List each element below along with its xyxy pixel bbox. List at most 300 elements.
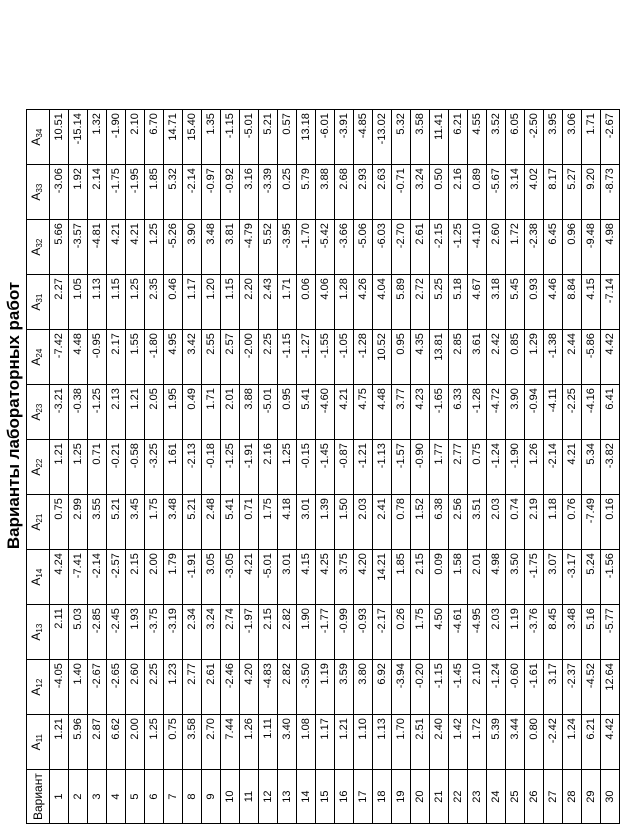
value-cell: 0.85	[506, 330, 525, 385]
value-cell: -5.67	[487, 165, 506, 220]
value-cell: -1.25	[221, 440, 240, 495]
value-cell: 2.05	[145, 385, 164, 440]
value-cell: 4.98	[601, 220, 620, 275]
table-row	[316, 110, 335, 824]
column-header: $A_{23}$	[27, 385, 50, 440]
value-cell: 4.48	[373, 385, 392, 440]
value-cell: -6.01	[316, 110, 335, 165]
value-cell: 2.93	[354, 165, 373, 220]
value-cell: -2.13	[183, 440, 202, 495]
value-cell: 1.50	[335, 495, 354, 550]
value-cell: 1.23	[164, 660, 183, 715]
value-cell: -3.21	[50, 385, 69, 440]
column-header: $A_{34}$	[27, 110, 50, 165]
value-cell: -1.90	[506, 440, 525, 495]
value-cell: 5.41	[297, 385, 316, 440]
value-cell: 0.09	[430, 550, 449, 605]
value-cell: 6.21	[449, 110, 468, 165]
value-cell: 1.25	[126, 275, 145, 330]
value-cell: 2.01	[468, 550, 487, 605]
value-cell: -1.45	[316, 440, 335, 495]
value-cell: 3.48	[164, 495, 183, 550]
value-cell: 4.21	[335, 385, 354, 440]
value-cell: 1.28	[335, 275, 354, 330]
value-cell: 13.81	[430, 330, 449, 385]
table-row	[145, 110, 164, 824]
value-cell: 5.21	[183, 495, 202, 550]
value-cell: 2.74	[221, 605, 240, 660]
value-cell: 2.03	[487, 495, 506, 550]
variant-number-cell: 21	[430, 770, 449, 824]
value-cell: 3.17	[544, 660, 563, 715]
value-cell: 2.57	[221, 330, 240, 385]
table-row	[126, 110, 145, 824]
value-cell: 2.72	[411, 275, 430, 330]
value-cell: 2.03	[354, 495, 373, 550]
value-cell: 0.95	[392, 330, 411, 385]
value-cell: 3.24	[202, 605, 221, 660]
value-cell: -3.05	[221, 550, 240, 605]
value-cell: 5.34	[582, 440, 601, 495]
value-cell: 2.99	[69, 495, 88, 550]
value-cell: 2.60	[126, 660, 145, 715]
variant-number-cell: 29	[582, 770, 601, 824]
value-cell: 3.95	[544, 110, 563, 165]
value-cell: -4.83	[259, 660, 278, 715]
value-cell: 3.14	[506, 165, 525, 220]
value-cell: -13.02	[373, 110, 392, 165]
value-cell: 2.03	[487, 605, 506, 660]
column-header: $A_{13}$	[27, 605, 50, 660]
value-cell: 1.71	[582, 110, 601, 165]
variant-number-cell: 30	[601, 770, 620, 824]
value-cell: -0.90	[411, 440, 430, 495]
value-cell: 1.75	[259, 495, 278, 550]
value-cell: 1.93	[126, 605, 145, 660]
value-cell: -0.71	[392, 165, 411, 220]
value-cell: 2.87	[88, 715, 107, 770]
value-cell: 3.16	[240, 165, 259, 220]
value-cell: -5.86	[582, 330, 601, 385]
value-cell: 3.80	[354, 660, 373, 715]
table-row	[183, 110, 202, 824]
variant-number-cell: 1	[50, 770, 69, 824]
value-cell: 0.95	[278, 385, 297, 440]
value-cell: -4.10	[468, 220, 487, 275]
value-cell: -1.90	[107, 110, 126, 165]
value-cell: 1.25	[278, 440, 297, 495]
variant-number-cell: 8	[183, 770, 202, 824]
variant-number-cell: 23	[468, 770, 487, 824]
value-cell: -4.60	[316, 385, 335, 440]
value-cell: 1.55	[126, 330, 145, 385]
variant-number-cell: 2	[69, 770, 88, 824]
value-cell: -1.15	[221, 110, 240, 165]
column-header: $A_{14}$	[27, 550, 50, 605]
value-cell: -3.82	[601, 440, 620, 495]
value-cell: -4.61	[449, 605, 468, 660]
value-cell: 4.42	[601, 715, 620, 770]
value-cell: 1.58	[449, 550, 468, 605]
value-cell: 4.46	[544, 275, 563, 330]
value-cell: -6.03	[373, 220, 392, 275]
table-row	[335, 110, 354, 824]
value-cell: 3.24	[411, 165, 430, 220]
value-cell: 4.21	[563, 440, 582, 495]
value-cell: 5.24	[582, 550, 601, 605]
value-cell: 1.39	[316, 495, 335, 550]
value-cell: 5.66	[50, 220, 69, 275]
value-cell: 5.79	[297, 165, 316, 220]
value-cell: 3.07	[544, 550, 563, 605]
value-cell: 1.32	[88, 110, 107, 165]
value-cell: 4.50	[430, 605, 449, 660]
value-cell: -1.27	[297, 330, 316, 385]
value-cell: -4.11	[544, 385, 563, 440]
value-cell: 1.71	[202, 385, 221, 440]
value-cell: -3.17	[563, 550, 582, 605]
value-cell: -1.15	[430, 660, 449, 715]
value-cell: 3.58	[411, 110, 430, 165]
table-row	[88, 110, 107, 824]
variant-number-cell: 24	[487, 770, 506, 824]
value-cell: 0.76	[563, 495, 582, 550]
value-cell: 3.52	[487, 110, 506, 165]
value-cell: 1.79	[164, 550, 183, 605]
value-cell: -0.18	[202, 440, 221, 495]
value-cell: -1.38	[544, 330, 563, 385]
value-cell: 0.49	[183, 385, 202, 440]
value-cell: 1.10	[354, 715, 373, 770]
value-cell: 2.14	[88, 165, 107, 220]
value-cell: 0.75	[50, 495, 69, 550]
value-cell: -0.99	[335, 605, 354, 660]
value-cell: 0.71	[240, 495, 259, 550]
table-row	[202, 110, 221, 824]
value-cell: -2.45	[107, 605, 126, 660]
table-row	[297, 110, 316, 824]
value-cell: -4.85	[354, 110, 373, 165]
value-cell: 7.44	[221, 715, 240, 770]
value-cell: 0.93	[525, 275, 544, 330]
table-row	[449, 110, 468, 824]
value-cell: 1.75	[411, 605, 430, 660]
value-cell: 6.05	[506, 110, 525, 165]
value-cell: -1.56	[601, 550, 620, 605]
value-cell: 2.82	[278, 660, 297, 715]
table-row	[430, 110, 449, 824]
value-cell: 1.42	[449, 715, 468, 770]
value-cell: 0.46	[164, 275, 183, 330]
value-cell: 1.08	[297, 715, 316, 770]
variant-number-cell: 19	[392, 770, 411, 824]
column-header: $A_{12}$	[27, 660, 50, 715]
value-cell: -3.91	[335, 110, 354, 165]
value-cell: 3.75	[335, 550, 354, 605]
value-cell: 1.72	[506, 220, 525, 275]
value-cell: 1.92	[69, 165, 88, 220]
value-cell: -1.45	[449, 660, 468, 715]
table-row	[221, 110, 240, 824]
value-cell: 6.92	[373, 660, 392, 715]
value-cell: 3.05	[202, 550, 221, 605]
value-cell: 14.71	[164, 110, 183, 165]
value-cell: 3.88	[316, 165, 335, 220]
value-cell: -1.25	[449, 220, 468, 275]
value-cell: 4.42	[601, 330, 620, 385]
value-cell: -2.70	[392, 220, 411, 275]
table-row	[107, 110, 126, 824]
value-cell: 4.35	[411, 330, 430, 385]
value-cell: 1.21	[126, 385, 145, 440]
value-cell: -0.60	[506, 660, 525, 715]
value-cell: 0.96	[563, 220, 582, 275]
value-cell: -1.24	[487, 440, 506, 495]
value-cell: 2.42	[487, 330, 506, 385]
value-cell: -1.28	[354, 330, 373, 385]
value-cell: 8.45	[544, 605, 563, 660]
variant-number-cell: 28	[563, 770, 582, 824]
value-cell: 9.20	[582, 165, 601, 220]
value-cell: -4.05	[50, 660, 69, 715]
value-cell: 2.11	[50, 605, 69, 660]
column-header: $A_{32}$	[27, 220, 50, 275]
value-cell: -2.14	[183, 165, 202, 220]
value-cell: 8.84	[563, 275, 582, 330]
table-row	[468, 110, 487, 824]
value-cell: 3.88	[240, 385, 259, 440]
value-cell: 2.35	[145, 275, 164, 330]
value-cell: 1.15	[221, 275, 240, 330]
value-cell: -4.52	[582, 660, 601, 715]
value-cell: 3.77	[392, 385, 411, 440]
value-cell: -0.92	[221, 165, 240, 220]
value-cell: 0.06	[297, 275, 316, 330]
value-cell: 4.26	[354, 275, 373, 330]
value-cell: 3.45	[126, 495, 145, 550]
value-cell: 2.25	[145, 660, 164, 715]
value-cell: 0.26	[392, 605, 411, 660]
value-cell: 1.25	[69, 440, 88, 495]
value-cell: 2.25	[259, 330, 278, 385]
value-cell: -2.67	[88, 660, 107, 715]
value-cell: 2.48	[202, 495, 221, 550]
value-cell: 3.06	[563, 110, 582, 165]
value-cell: 1.85	[392, 550, 411, 605]
value-cell: -5.01	[259, 550, 278, 605]
value-cell: 2.13	[107, 385, 126, 440]
value-cell: 4.21	[240, 550, 259, 605]
value-cell: 2.70	[202, 715, 221, 770]
value-cell: 12.64	[601, 660, 620, 715]
value-cell: -3.95	[278, 220, 297, 275]
value-cell: -5.77	[601, 605, 620, 660]
value-cell: -3.25	[145, 440, 164, 495]
value-cell: -0.87	[335, 440, 354, 495]
value-cell: 2.77	[183, 660, 202, 715]
value-cell: 4.02	[525, 165, 544, 220]
value-cell: 1.77	[430, 440, 449, 495]
value-cell: -2.25	[563, 385, 582, 440]
value-cell: 4.21	[126, 220, 145, 275]
value-cell: -0.97	[202, 165, 221, 220]
variant-number-cell: 5	[126, 770, 145, 824]
variant-number-cell: 16	[335, 770, 354, 824]
value-cell: -2.00	[240, 330, 259, 385]
value-cell: -2.14	[544, 440, 563, 495]
value-cell: -4.79	[240, 220, 259, 275]
value-cell: -7.42	[50, 330, 69, 385]
value-cell: -9.48	[582, 220, 601, 275]
value-cell: -1.24	[487, 660, 506, 715]
value-cell: -1.75	[525, 550, 544, 605]
value-cell: -1.80	[145, 330, 164, 385]
value-cell: 5.21	[107, 495, 126, 550]
table-row	[563, 110, 582, 824]
table-row	[259, 110, 278, 824]
value-cell: 0.16	[601, 495, 620, 550]
value-cell: 5.39	[487, 715, 506, 770]
value-cell: 1.29	[525, 330, 544, 385]
value-cell: 1.85	[145, 165, 164, 220]
value-cell: 1.90	[297, 605, 316, 660]
value-cell: 4.15	[582, 275, 601, 330]
value-cell: -5.01	[240, 110, 259, 165]
variant-number-cell: 10	[221, 770, 240, 824]
table-row	[354, 110, 373, 824]
value-cell: 2.55	[202, 330, 221, 385]
value-cell: 1.13	[373, 715, 392, 770]
value-cell: 6.62	[107, 715, 126, 770]
value-cell: 6.33	[449, 385, 468, 440]
value-cell: -5.42	[316, 220, 335, 275]
value-cell: 1.21	[50, 715, 69, 770]
value-cell: -1.97	[240, 605, 259, 660]
value-cell: 1.15	[107, 275, 126, 330]
value-cell: -2.42	[544, 715, 563, 770]
value-cell: -1.55	[316, 330, 335, 385]
value-cell: 2.15	[126, 550, 145, 605]
value-cell: 5.16	[582, 605, 601, 660]
value-cell: 4.24	[50, 550, 69, 605]
table-body	[50, 110, 620, 824]
value-cell: 2.61	[202, 660, 221, 715]
value-cell: -2.15	[430, 220, 449, 275]
value-cell: 4.98	[487, 550, 506, 605]
value-cell: -5.06	[354, 220, 373, 275]
variant-number-cell: 22	[449, 770, 468, 824]
value-cell: 3.42	[183, 330, 202, 385]
value-cell: 2.63	[373, 165, 392, 220]
value-cell: -2.14	[88, 550, 107, 605]
value-cell: -1.95	[126, 165, 145, 220]
value-cell: -2.65	[107, 660, 126, 715]
value-cell: -0.94	[525, 385, 544, 440]
value-cell: 1.61	[164, 440, 183, 495]
variant-number-cell: 17	[354, 770, 373, 824]
value-cell: -1.25	[88, 385, 107, 440]
value-cell: 1.25	[145, 715, 164, 770]
value-cell: 3.59	[335, 660, 354, 715]
value-cell: 2.10	[126, 110, 145, 165]
table-row	[50, 110, 69, 824]
value-cell: -1.91	[240, 440, 259, 495]
value-cell: 1.17	[183, 275, 202, 330]
variant-number-cell: 25	[506, 770, 525, 824]
value-cell: 5.52	[259, 220, 278, 275]
value-cell: 3.51	[468, 495, 487, 550]
table-row	[164, 110, 183, 824]
value-cell: 6.70	[145, 110, 164, 165]
value-cell: 2.27	[50, 275, 69, 330]
value-cell: -1.05	[335, 330, 354, 385]
value-cell: -4.81	[88, 220, 107, 275]
column-header: $A_{11}$	[27, 715, 50, 770]
value-cell: 10.52	[373, 330, 392, 385]
value-cell: 2.77	[449, 440, 468, 495]
table-row	[392, 110, 411, 824]
value-cell: -4.95	[468, 605, 487, 660]
table-row	[544, 110, 563, 824]
value-cell: 1.21	[335, 715, 354, 770]
value-cell: 5.41	[221, 495, 240, 550]
value-cell: 4.04	[373, 275, 392, 330]
value-cell: 5.45	[506, 275, 525, 330]
value-cell: -2.17	[373, 605, 392, 660]
value-cell: -3.75	[145, 605, 164, 660]
value-cell: 2.56	[449, 495, 468, 550]
value-cell: 0.74	[506, 495, 525, 550]
value-cell: 1.21	[50, 440, 69, 495]
variant-number-cell: 4	[107, 770, 126, 824]
value-cell: -0.15	[297, 440, 316, 495]
value-cell: 2.51	[411, 715, 430, 770]
value-cell: 5.89	[392, 275, 411, 330]
value-cell: 0.89	[468, 165, 487, 220]
value-cell: -0.20	[411, 660, 430, 715]
value-cell: 1.24	[563, 715, 582, 770]
value-cell: 2.15	[259, 605, 278, 660]
value-cell: 0.75	[164, 715, 183, 770]
value-cell: 6.45	[544, 220, 563, 275]
value-cell: -2.38	[525, 220, 544, 275]
value-cell: -8.73	[601, 165, 620, 220]
value-cell: 3.48	[563, 605, 582, 660]
variant-number-cell: 9	[202, 770, 221, 824]
table-row	[69, 110, 88, 824]
table-header-row	[27, 110, 50, 824]
value-cell: 2.16	[449, 165, 468, 220]
value-cell: -2.50	[525, 110, 544, 165]
value-cell: 4.21	[107, 220, 126, 275]
variant-number-cell: 26	[525, 770, 544, 824]
value-cell: -3.76	[525, 605, 544, 660]
value-cell: 10.51	[50, 110, 69, 165]
value-cell: 11.41	[430, 110, 449, 165]
value-cell: 4.20	[240, 660, 259, 715]
value-cell: 1.25	[145, 220, 164, 275]
value-cell: -1.77	[316, 605, 335, 660]
value-cell: 5.18	[449, 275, 468, 330]
value-cell: -2.85	[88, 605, 107, 660]
value-cell: -3.39	[259, 165, 278, 220]
value-cell: 1.72	[468, 715, 487, 770]
value-cell: 2.68	[335, 165, 354, 220]
value-cell: 2.01	[221, 385, 240, 440]
value-cell: 6.41	[601, 385, 620, 440]
value-cell: 0.75	[468, 440, 487, 495]
value-cell: -2.67	[601, 110, 620, 165]
